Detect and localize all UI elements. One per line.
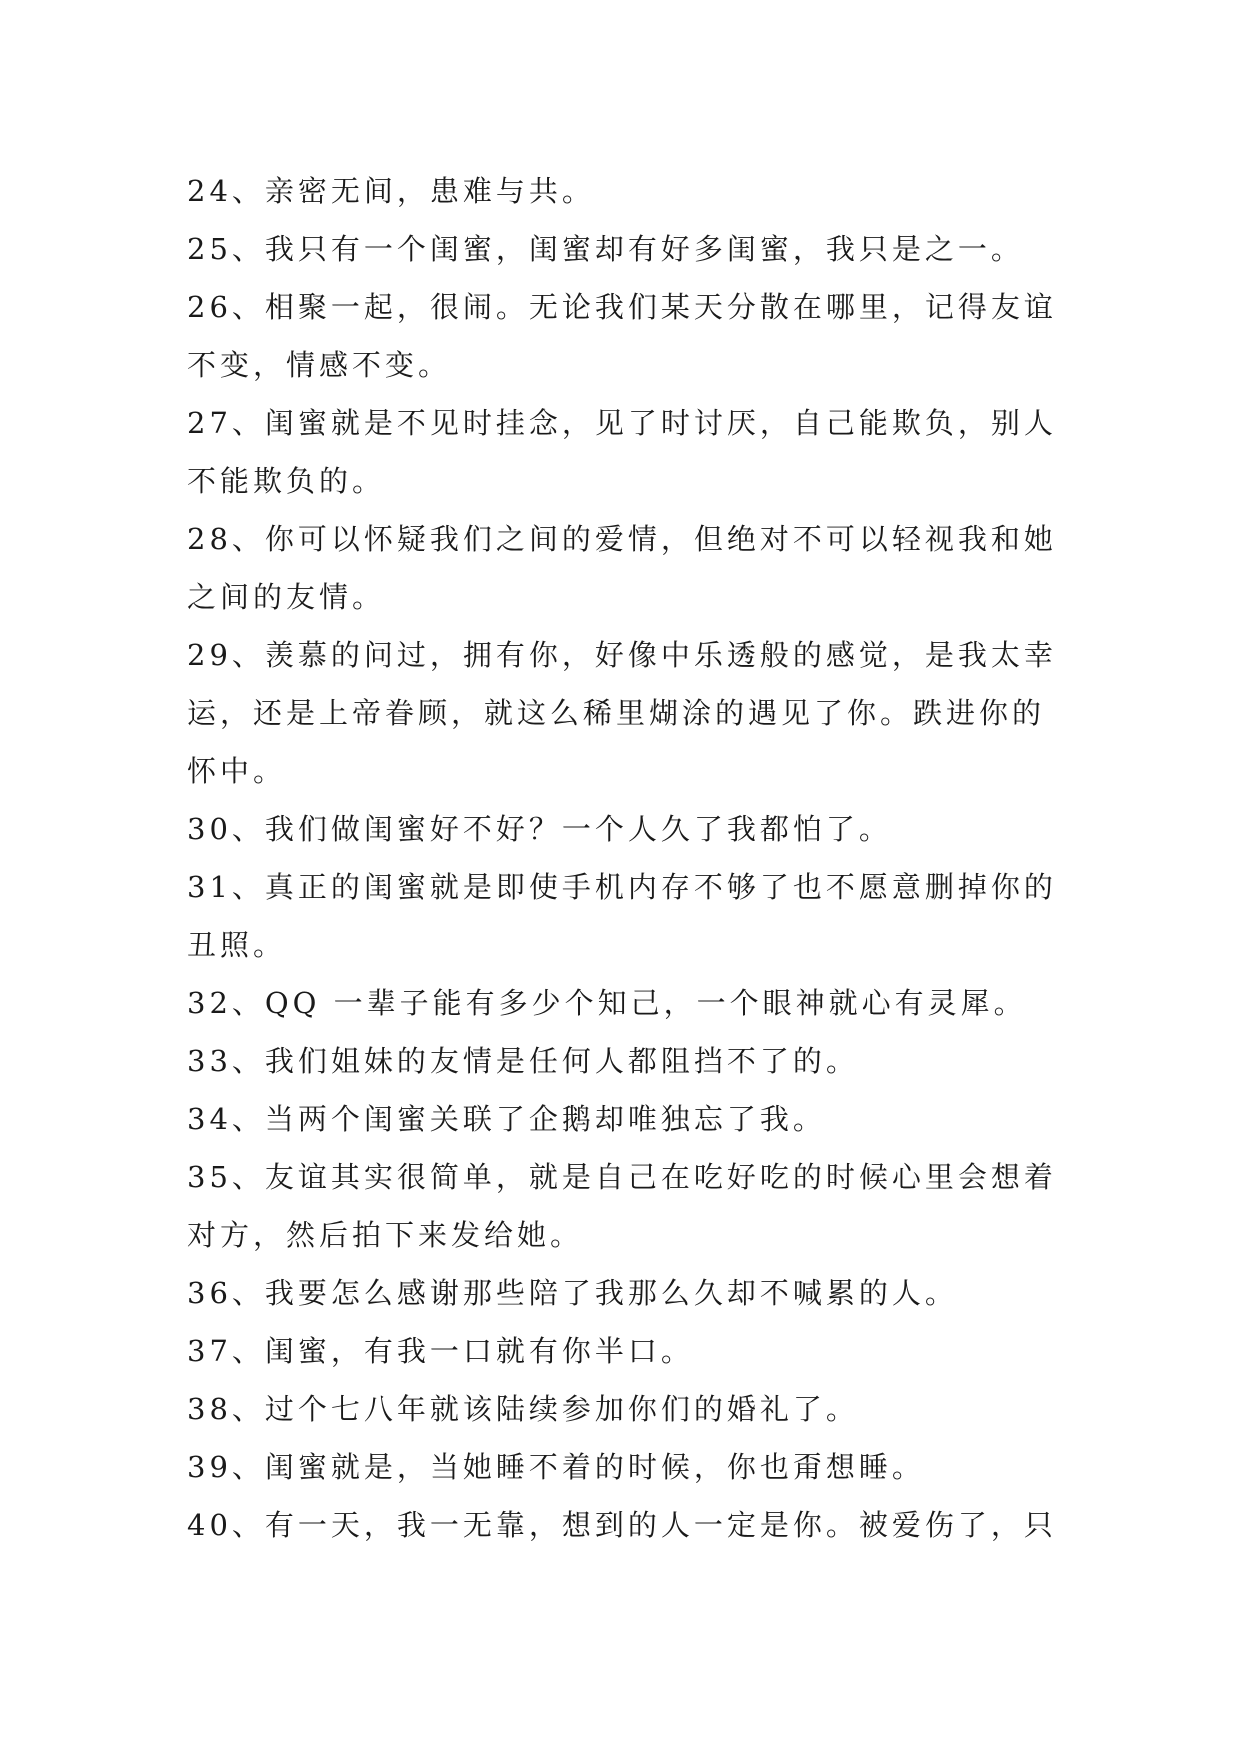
text-line: 怀中。: [187, 754, 287, 788]
text-line: 对方，然后拍下来发给她。: [187, 1218, 584, 1252]
text-line: 运，还是上帝眷顾，就这么稀里煳涂的遇见了你。跌进你的: [187, 696, 1046, 730]
text-line: 38、过个七八年就该陆续参加你们的婚礼了。: [187, 1392, 859, 1426]
document-body: [187, 162, 1057, 1554]
text-line: 26、相聚一起，很闹。无论我们某天分散在哪里，记得友谊: [187, 290, 1057, 324]
text-line: 36、我要怎么感谢那些陪了我那么久却不喊累的人。: [187, 1276, 958, 1310]
text-line: 40、有一天，我一无靠，想到的人一定是你。被爱伤了，只: [187, 1508, 1057, 1542]
text-line: 丑照。: [187, 928, 287, 962]
text-line: 35、友谊其实很简单，就是自己在吃好吃的时候心里会想着: [187, 1160, 1057, 1194]
text-line: 39、闺蜜就是，当她睡不着的时候，你也甭想睡。: [187, 1450, 925, 1484]
text-line: 37、闺蜜，有我一口就有你半口。: [187, 1334, 694, 1368]
text-line: 28、你可以怀疑我们之间的爱情，但绝对不可以轻视我和她: [187, 522, 1057, 556]
text-line: 32、QQ 一辈子能有多少个知己，一个眼神就心有灵犀。: [187, 986, 1027, 1020]
text-line: 之间的友情。: [187, 580, 386, 614]
text-line: 34、当两个闺蜜关联了企鹅却唯独忘了我。: [187, 1102, 826, 1136]
text-line: 24、亲密无间，患难与共。: [187, 174, 595, 208]
text-line: 33、我们姐妹的友情是任何人都阻挡不了的。: [187, 1044, 859, 1078]
text-line: 30、我们做闺蜜好不好？一个人久了我都怕了。: [187, 812, 892, 846]
text-line: 29、羡慕的问过，拥有你，好像中乐透般的感觉，是我太幸: [187, 638, 1057, 672]
text-line: 25、我只有一个闺蜜，闺蜜却有好多闺蜜，我只是之一。: [187, 232, 1024, 266]
text-line: 27、闺蜜就是不见时挂念，见了时讨厌，自己能欺负，别人: [187, 406, 1057, 440]
text-line: 31、真正的闺蜜就是即使手机内存不够了也不愿意删掉你的: [187, 870, 1057, 904]
text-line: 不变，情感不变。: [187, 348, 452, 382]
text-line: 不能欺负的。: [187, 464, 386, 498]
